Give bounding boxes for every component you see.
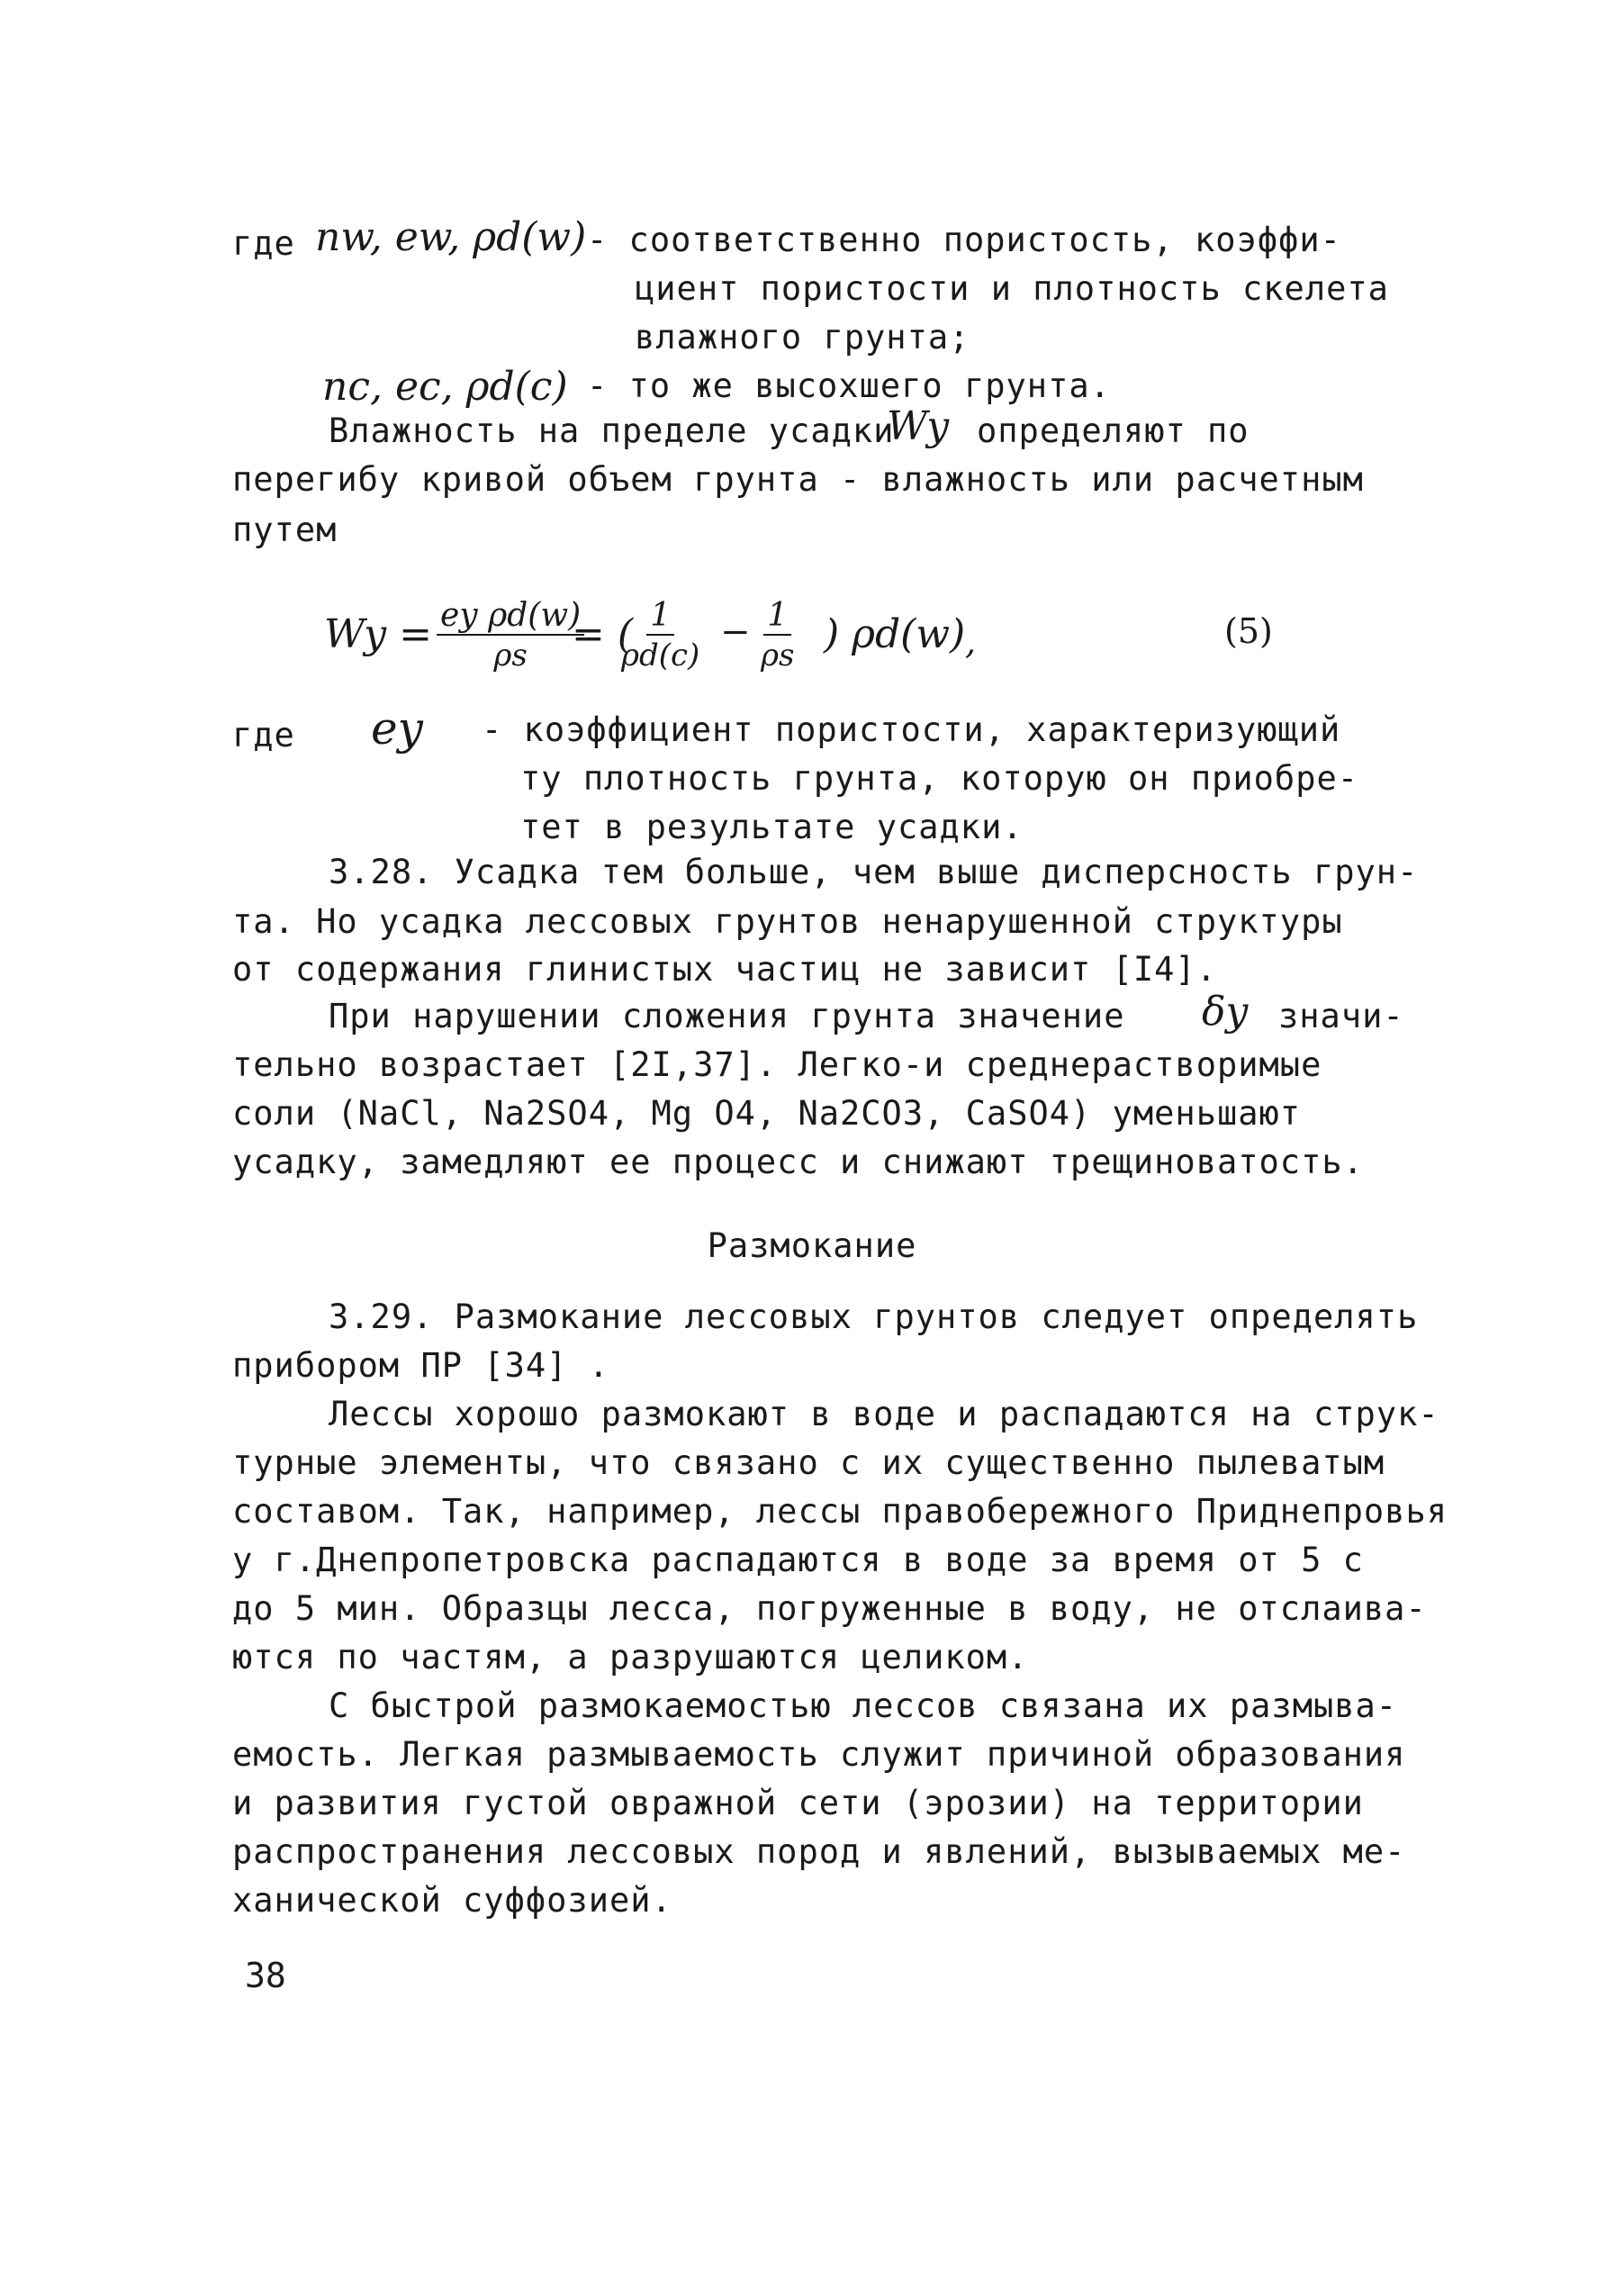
definition-line: циент пористости и плотность скелета: [635, 269, 1389, 308]
definition-line: влажного грунта;: [635, 318, 970, 357]
page-number: 38: [245, 1956, 286, 1995]
formula-fraction: [761, 597, 794, 673]
variables-wet: nw, ew, ρd(w): [315, 214, 587, 260]
paragraph-line: Влажность на пределе усадки: [329, 411, 895, 450]
fraction-numerator: 1: [763, 597, 791, 636]
fraction-numerator: 1: [646, 597, 674, 636]
paragraph-line: Лессы хорошо размокают в воде и распадаются на струк-: [329, 1395, 1439, 1433]
where-word: где: [232, 224, 295, 263]
paragraph-line: составом. Так, например, лессы правобережного Приднепровья: [232, 1492, 1448, 1531]
where-word: где: [232, 716, 295, 755]
paragraph-line: определяют по: [977, 411, 1250, 450]
fraction-denominator: ρs: [493, 637, 528, 673]
paragraph-line: и развития густой овражной сети (эрозии) на территории: [232, 1784, 1364, 1822]
variables-dry: nc, ec, ρd(c): [322, 364, 568, 410]
paragraph-line: турные элементы, что связано с их существенно пылеватым: [232, 1443, 1385, 1482]
paragraph-line: распространения лессовых пород и явлений, вызываемых ме-: [232, 1832, 1406, 1871]
definition-line: - то же высохшего грунта.: [587, 366, 1111, 405]
paragraph-line: прибором ПР [34] .: [232, 1346, 609, 1385]
paragraph-line: значи-: [1278, 997, 1404, 1035]
definition-line: - коэффициент пористости, характеризующий: [482, 710, 1341, 749]
formula-fraction: [621, 597, 699, 673]
paragraph-line: При нарушении сложения грунта значение: [329, 997, 1125, 1035]
paragraph-line: та. Но усадка лессовых грунтов ненарушенной структуры: [232, 902, 1343, 941]
formula-equals: = (: [572, 611, 634, 657]
moisture-symbol: Wy: [887, 403, 950, 449]
formula-comma: ,: [965, 622, 977, 662]
fraction-denominator: ρs: [761, 637, 795, 673]
paragraph-line: ханической суффозией.: [232, 1881, 672, 1920]
definition-line: тет в результате усадки.: [520, 808, 1024, 846]
paragraph-line: перегибу кривой объем грунта - влажность или расчетным: [232, 460, 1364, 499]
formula-rhs: ) ρd(w): [824, 611, 966, 657]
delta-symbol: δy: [1202, 989, 1249, 1035]
fraction-numerator: ey ρd(w): [437, 597, 584, 636]
paragraph-line: 3.29. Размокание лессовых грунтов следует определять: [329, 1297, 1419, 1336]
paragraph-line: усадку, замедляют ее процесс и снижают трещиноватость.: [232, 1143, 1364, 1181]
formula-number: (5): [1224, 611, 1273, 651]
paragraph-line: тельно возрастает [2I,37]. Легко-и среднерастворимые: [232, 1045, 1322, 1084]
definition-line: ту плотность грунта, которую он приобре-: [520, 759, 1359, 798]
paragraph-line: С быстрой размокаемостью лессов связана их размыва-: [329, 1686, 1398, 1725]
paragraph-line: ются по частям, а разрушаются целиком.: [232, 1638, 1029, 1677]
fraction-denominator: ρd(c): [621, 637, 700, 673]
formula-fraction: [437, 597, 584, 673]
section-heading: Размокание: [707, 1226, 917, 1265]
paragraph-line: 3.28. Усадка тем больше, чем выше дисперсность грун-: [329, 853, 1419, 891]
paragraph-line: от содержания глинистых частиц не зависит [I4].: [232, 950, 1217, 989]
porosity-symbol: ey: [371, 702, 423, 755]
paragraph-line: до 5 мин. Образцы лесса, погруженные в воду, не отслаива-: [232, 1589, 1427, 1628]
paragraph-line: емость. Легкая размываемость служит причиной образования: [232, 1735, 1406, 1774]
definition-line: - соответственно пористость, коэффи-: [587, 221, 1341, 259]
paragraph-line: путем: [232, 511, 338, 549]
paragraph-line: соли (NaCl, Na2SO4, Mg O4, Na2CO3, CaSO4) уменьшают: [232, 1094, 1302, 1133]
formula-5: [324, 590, 1296, 680]
formula-lhs: Wy =: [324, 611, 432, 657]
formula-minus: −: [720, 611, 751, 653]
paragraph-line: у г.Днепропетровска распадаются в воде за время от 5 с: [232, 1541, 1364, 1579]
